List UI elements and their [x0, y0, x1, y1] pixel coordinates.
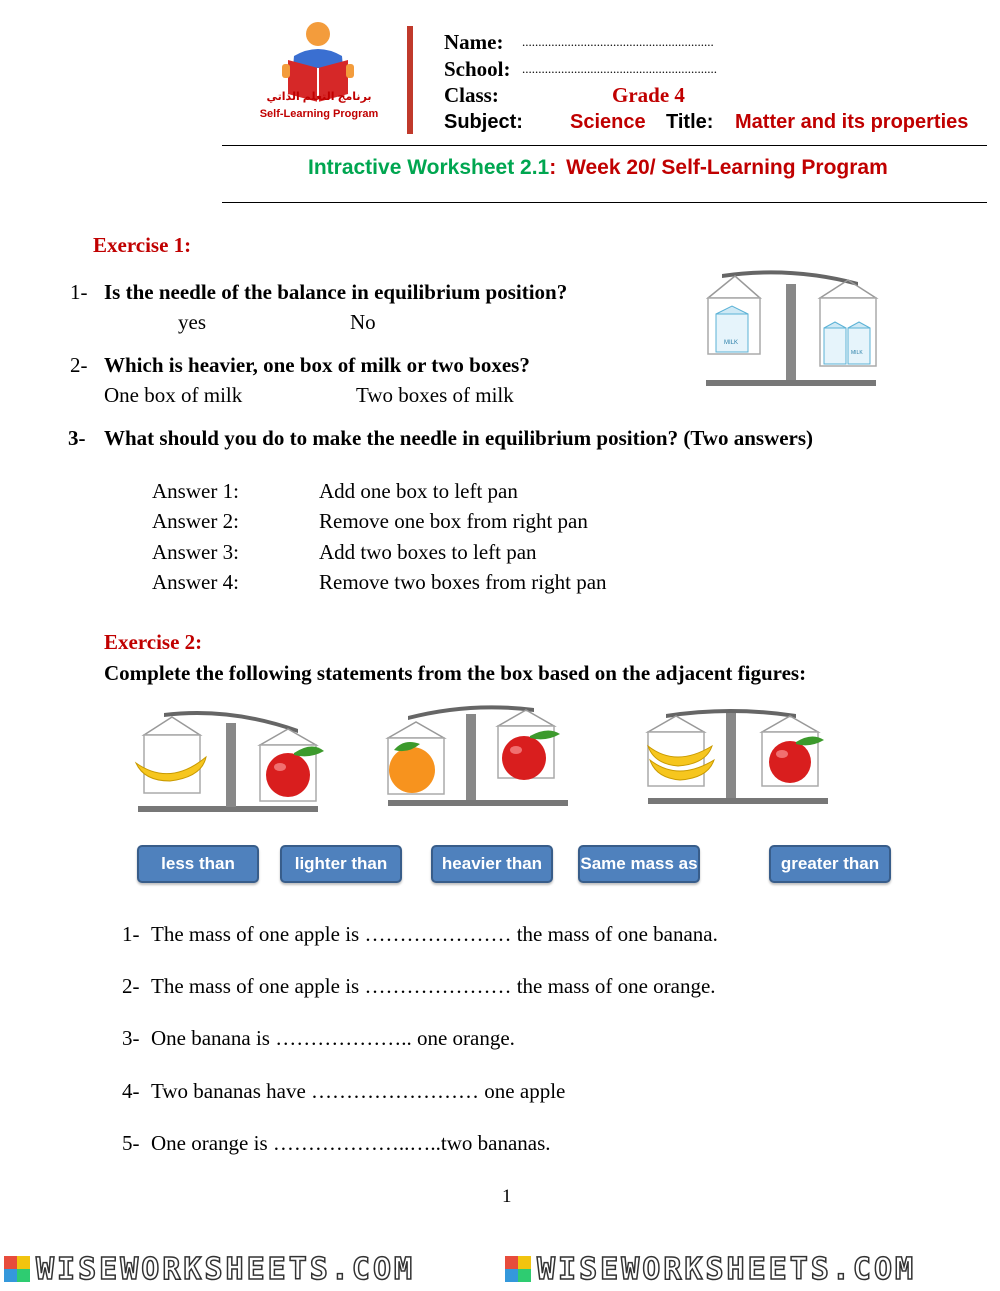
statement-4-number: 4-	[122, 1079, 140, 1103]
watermark-text: WISEWORKSHEETS.COM	[537, 1251, 917, 1287]
logo	[248, 20, 390, 130]
exercise2-instruction: Complete the following statements from the box based on the adjacent figures:	[104, 661, 807, 685]
watermark-logo-icon	[505, 1256, 531, 1282]
watermark-right	[505, 1251, 916, 1287]
milk-label-right: MILK	[851, 350, 863, 356]
milk-label-left: MILK	[724, 340, 739, 346]
word-bank-lighter-than[interactable]: lighter than	[280, 845, 402, 883]
statement-5-number: 5-	[122, 1131, 140, 1155]
statement-1-number: 1-	[122, 922, 140, 946]
statement-2-text[interactable]: The mass of one apple is ………………… the mass of one orange.	[151, 974, 716, 998]
q1-option-yes[interactable]: yes	[178, 310, 206, 334]
milk-balance-figure	[700, 262, 885, 392]
worksheet-title	[308, 156, 888, 180]
word-bank-less-than[interactable]: less than	[137, 845, 259, 883]
orange-icon	[389, 747, 435, 793]
statement-1-text[interactable]: The mass of one apple is ………………… the mass of one banana.	[151, 922, 718, 946]
balance-banana-apple	[130, 705, 330, 815]
answer-1-text[interactable]: Add one box to left pan	[319, 479, 518, 503]
q2-text: Which is heavier, one box of milk or two boxes?	[104, 353, 530, 377]
name-field[interactable]: ...........................................................	[522, 34, 714, 49]
subject-label: Subject:	[444, 111, 523, 133]
watermark-text: WISEWORKSHEETS.COM	[36, 1251, 416, 1287]
page-number: 1	[502, 1186, 512, 1207]
q2-option-two-boxes[interactable]: Two boxes of milk	[356, 383, 514, 407]
q2-option-one-box[interactable]: One box of milk	[104, 383, 243, 407]
name-label: Name:	[444, 30, 504, 54]
exercise2-heading: Exercise 2:	[104, 630, 203, 654]
word-bank-greater-than[interactable]: greater than	[769, 845, 891, 883]
statement-5-text[interactable]: One orange is ………………..…..two bananas.	[151, 1131, 551, 1155]
q3-text: What should you do to make the needle in equilibrium position? (Two answers)	[104, 426, 814, 450]
apple-icon	[502, 736, 546, 780]
worksheet-title-part2: Week 20/ Self-Learning Program	[566, 156, 888, 179]
answer-2-text[interactable]: Remove one box from right pan	[319, 509, 588, 533]
apple-icon	[769, 741, 811, 783]
header-rule	[222, 145, 987, 146]
watermark-logo-icon	[4, 1256, 30, 1282]
q1-option-no[interactable]: No	[350, 310, 376, 334]
apple-icon	[266, 753, 310, 797]
word-bank-same-mass-as[interactable]: Same mass as	[578, 845, 700, 883]
logo-english-text: Self-Learning Program	[259, 108, 379, 120]
answer-4-text[interactable]: Remove two boxes from right pan	[319, 570, 607, 594]
title-rule	[222, 202, 987, 203]
q2-number: 2-	[70, 353, 88, 377]
statement-4-text[interactable]: Two bananas have …………………… one apple	[151, 1079, 566, 1103]
answer-1-label: Answer 1:	[152, 479, 239, 503]
statement-3-text[interactable]: One banana is ……………….. one orange.	[151, 1026, 515, 1050]
class-value: Grade 4	[612, 83, 685, 107]
school-field[interactable]: ............................................................	[522, 61, 717, 76]
title-value: Matter and its properties	[735, 111, 969, 133]
statement-2-number: 2-	[122, 974, 140, 998]
answer-2-label: Answer 2:	[152, 509, 239, 533]
answer-4-label: Answer 4:	[152, 570, 239, 594]
balance-bananas-apple	[640, 702, 840, 812]
statement-3-number: 3-	[122, 1026, 140, 1050]
subject-value: Science	[570, 111, 646, 133]
worksheet-title-colon: :	[549, 156, 557, 179]
word-bank-heavier-than[interactable]: heavier than	[431, 845, 553, 883]
class-label: Class:	[444, 83, 499, 107]
header-red-divider	[407, 26, 413, 134]
exercise1-heading: Exercise 1:	[93, 233, 192, 257]
school-label: School:	[444, 57, 511, 81]
worksheet-title-part1: Intractive Worksheet 2.1	[308, 156, 550, 179]
q3-number: 3-	[68, 426, 86, 450]
answer-3-label: Answer 3:	[152, 540, 239, 564]
q1-text: Is the needle of the balance in equilibrium position?	[104, 280, 568, 304]
q1-number: 1-	[70, 280, 88, 304]
balance-orange-apple	[380, 700, 580, 810]
logo-arabic-text: برنامج التعلم الذاتي	[266, 91, 372, 103]
watermark-left	[4, 1251, 415, 1287]
title-label: Title:	[666, 111, 714, 133]
answer-3-text[interactable]: Add two boxes to left pan	[319, 540, 537, 564]
